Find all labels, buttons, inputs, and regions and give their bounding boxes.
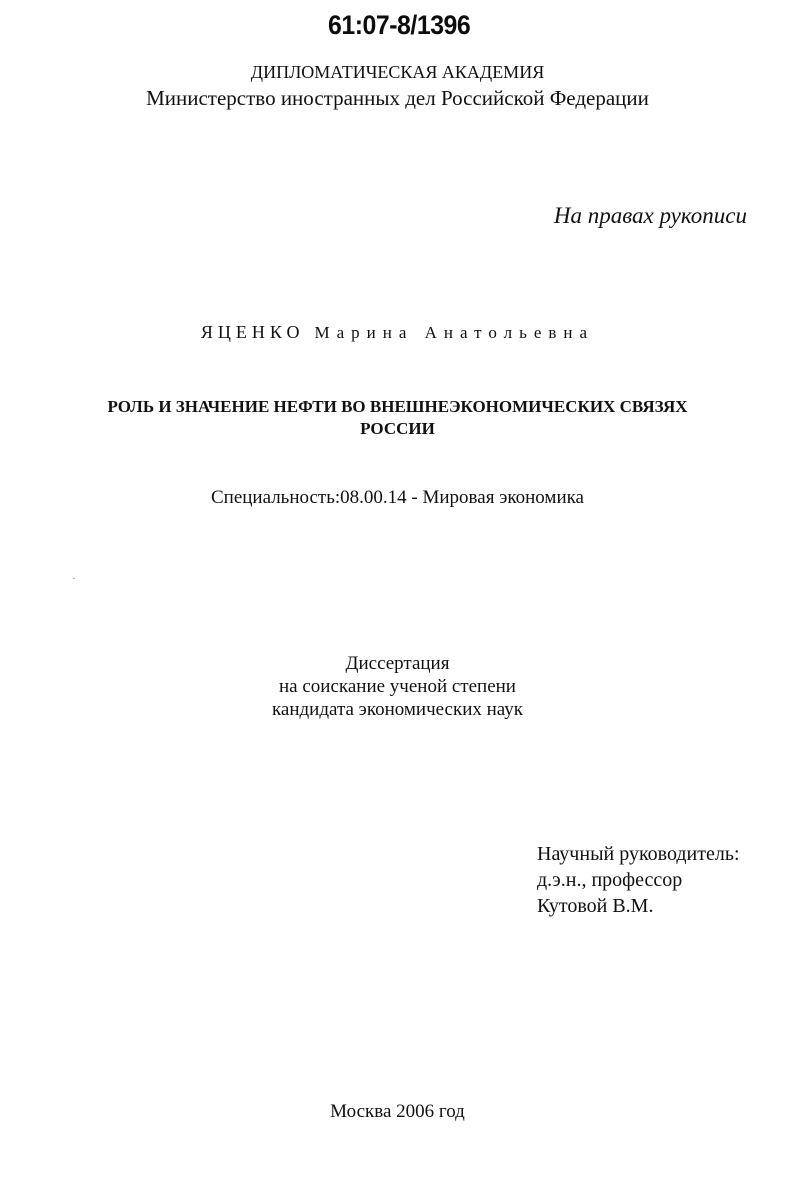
supervisor-block: [537, 841, 740, 919]
degree-line-1: Диссертация: [345, 653, 450, 674]
ministry-name: Министерство иностранных дел Российской Федерации: [146, 86, 649, 110]
city-and-year: Москва 2006 год: [330, 1101, 465, 1122]
degree-statement: [0, 652, 795, 721]
manuscript-rights-note: На правах рукописи: [553, 203, 747, 228]
academy-name: ДИПЛОМАТИЧЕСКАЯ АКАДЕМИЯ: [250, 62, 545, 82]
degree-line-2: на соискание ученой степени: [279, 676, 516, 697]
title-line-2: РОССИИ: [360, 419, 435, 438]
author-given-names: Марина Анатольевна: [314, 323, 595, 342]
title-line-1: РОЛЬ И ЗНАЧЕНИЕ НЕФТИ ВО ВНЕШНЕЭКОНОМИЧЕСКИХ СВЯЗЯХ: [107, 397, 688, 416]
degree-line-3: кандидата экономических наук: [271, 699, 524, 720]
archive-stamp: 61:07-8/1396: [328, 10, 471, 40]
supervisor-label: Научный руководитель:: [537, 843, 740, 865]
dissertation-title: [0, 396, 795, 440]
author-surname: ЯЦЕНКО: [200, 322, 305, 342]
specialty: Специальность:08.00.14 - Мировая экономика: [210, 487, 584, 508]
supervisor-name: Кутовой В.М.: [537, 895, 654, 917]
supervisor-rank: д.э.н., профессор: [537, 869, 683, 891]
author-name: [0, 322, 795, 343]
scan-speck: [73, 578, 75, 579]
